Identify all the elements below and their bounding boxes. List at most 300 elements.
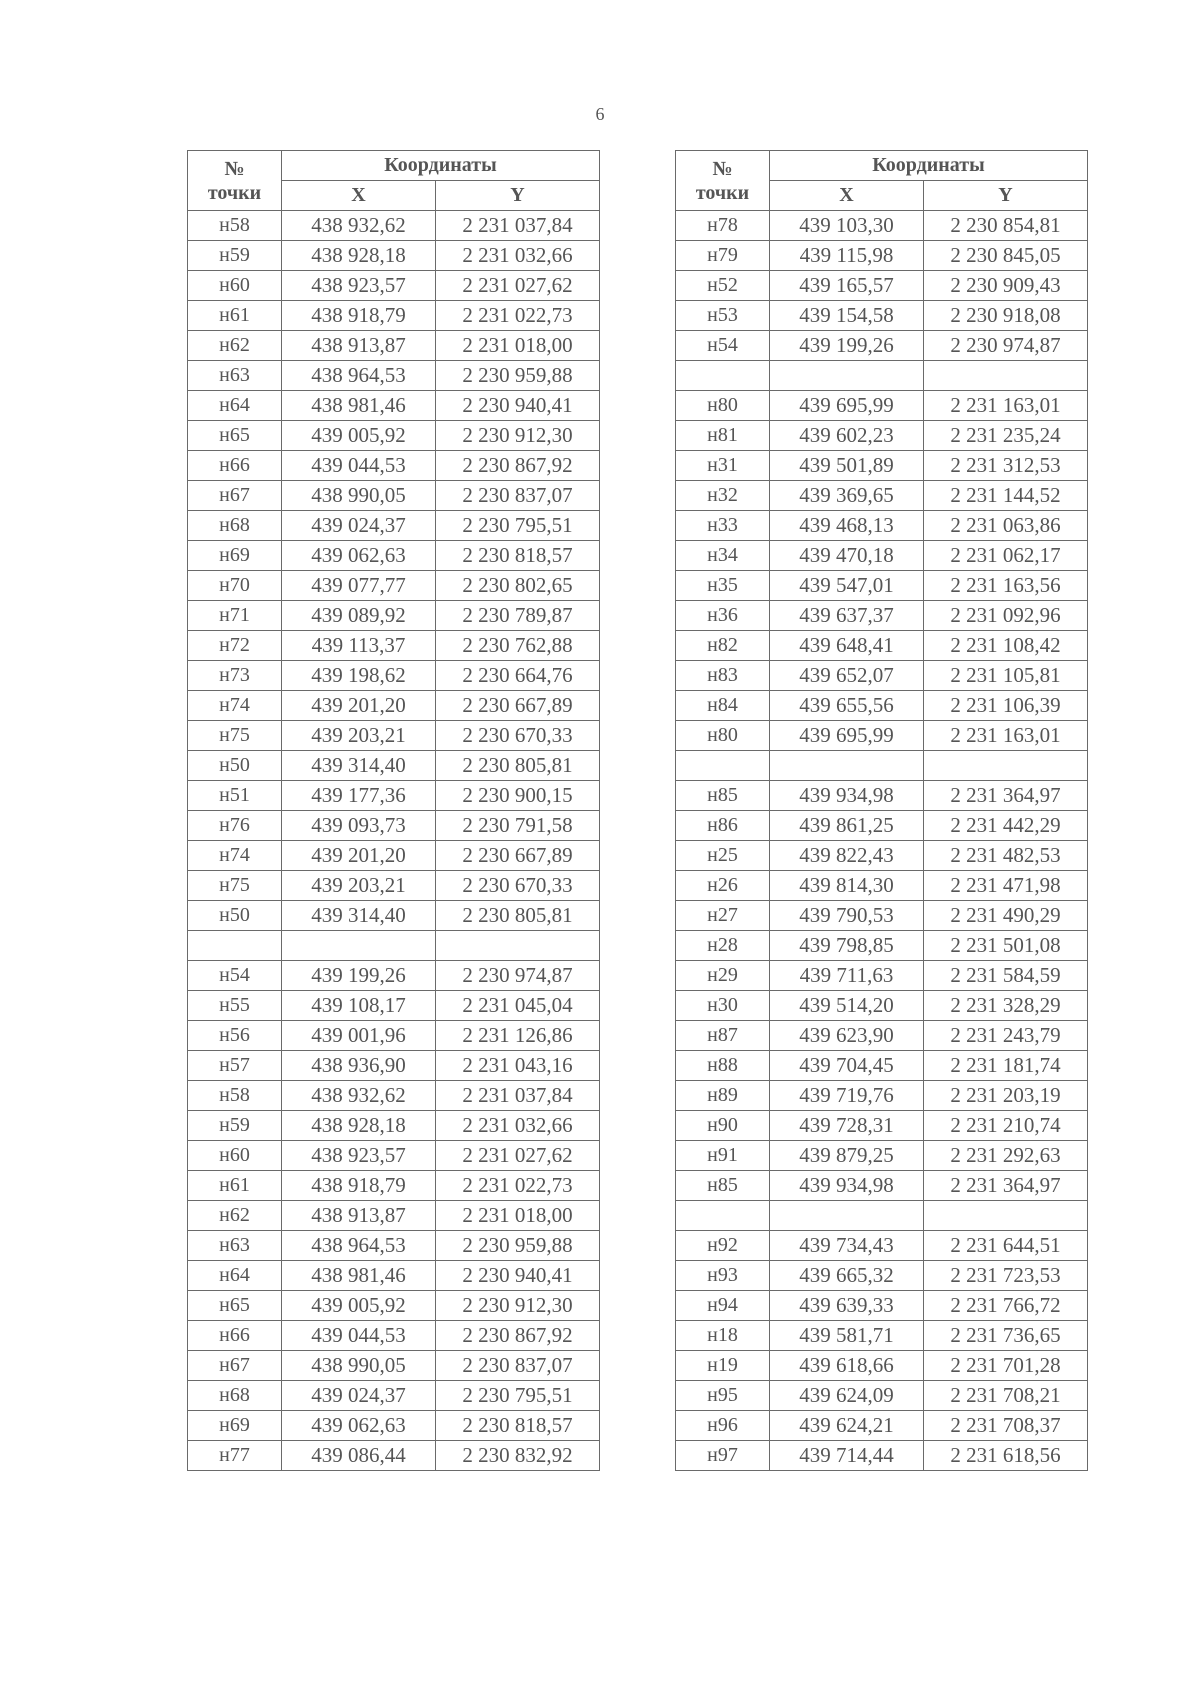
x-cell: 439 514,20 <box>770 991 924 1021</box>
coordinates-table-left <box>187 150 600 1471</box>
y-cell: 2 231 032,66 <box>436 1111 600 1141</box>
y-cell: 2 231 163,01 <box>924 391 1088 421</box>
table-row <box>676 331 1088 361</box>
point-cell: н25 <box>676 841 770 871</box>
table-row <box>676 241 1088 271</box>
table-row <box>188 661 600 691</box>
point-cell <box>676 361 770 391</box>
coordinates-header: Координаты <box>282 151 600 181</box>
point-cell: н54 <box>676 331 770 361</box>
y-cell: 2 231 105,81 <box>924 661 1088 691</box>
x-cell: 438 981,46 <box>282 391 436 421</box>
point-cell: н30 <box>676 991 770 1021</box>
x-header: X <box>770 181 924 211</box>
point-cell: н34 <box>676 541 770 571</box>
point-cell: н84 <box>676 691 770 721</box>
table-row <box>676 841 1088 871</box>
x-cell: 439 062,63 <box>282 541 436 571</box>
x-cell: 438 964,53 <box>282 1231 436 1261</box>
x-cell: 438 928,18 <box>282 241 436 271</box>
table-row <box>188 1201 600 1231</box>
y-cell <box>924 1201 1088 1231</box>
x-cell: 439 177,36 <box>282 781 436 811</box>
x-cell <box>770 751 924 781</box>
point-cell: н82 <box>676 631 770 661</box>
y-cell: 2 231 108,42 <box>924 631 1088 661</box>
table-row <box>188 631 600 661</box>
y-cell: 2 230 959,88 <box>436 1231 600 1261</box>
point-cell: н80 <box>676 391 770 421</box>
x-cell: 439 201,20 <box>282 691 436 721</box>
table-row <box>188 271 600 301</box>
x-cell: 439 077,77 <box>282 571 436 601</box>
table-row <box>676 1411 1088 1441</box>
point-number-header <box>188 151 282 211</box>
table-row <box>676 1081 1088 1111</box>
point-cell: н66 <box>188 451 282 481</box>
point-cell: н63 <box>188 361 282 391</box>
x-cell: 439 103,30 <box>770 211 924 241</box>
x-cell: 439 314,40 <box>282 901 436 931</box>
y-cell: 2 231 063,86 <box>924 511 1088 541</box>
table-row <box>188 1171 600 1201</box>
point-cell: н70 <box>188 571 282 601</box>
table-row <box>676 781 1088 811</box>
y-cell: 2 231 584,59 <box>924 961 1088 991</box>
x-cell: 439 695,99 <box>770 721 924 751</box>
table-row <box>676 631 1088 661</box>
y-cell: 2 231 144,52 <box>924 481 1088 511</box>
point-cell: н26 <box>676 871 770 901</box>
table-row <box>676 541 1088 571</box>
x-cell: 439 879,25 <box>770 1141 924 1171</box>
table-row <box>188 1081 600 1111</box>
table-row <box>188 841 600 871</box>
y-cell: 2 231 490,29 <box>924 901 1088 931</box>
x-cell: 438 918,79 <box>282 1171 436 1201</box>
y-cell: 2 231 037,84 <box>436 1081 600 1111</box>
y-cell <box>436 931 600 961</box>
y-cell: 2 230 795,51 <box>436 1381 600 1411</box>
x-cell: 439 547,01 <box>770 571 924 601</box>
table-row <box>188 1291 600 1321</box>
x-cell: 439 024,37 <box>282 511 436 541</box>
table-row <box>188 301 600 331</box>
x-cell: 439 711,63 <box>770 961 924 991</box>
point-cell: н69 <box>188 1411 282 1441</box>
y-cell: 2 231 723,53 <box>924 1261 1088 1291</box>
x-cell: 439 798,85 <box>770 931 924 961</box>
y-cell: 2 230 818,57 <box>436 1411 600 1441</box>
x-cell: 439 044,53 <box>282 1321 436 1351</box>
y-cell: 2 230 832,92 <box>436 1441 600 1471</box>
y-cell: 2 231 181,74 <box>924 1051 1088 1081</box>
x-cell: 439 154,58 <box>770 301 924 331</box>
x-cell: 439 618,66 <box>770 1351 924 1381</box>
point-cell <box>676 1201 770 1231</box>
table-row <box>676 1171 1088 1201</box>
point-cell: н59 <box>188 1111 282 1141</box>
x-cell: 439 861,25 <box>770 811 924 841</box>
table-row <box>188 691 600 721</box>
y-cell: 2 231 766,72 <box>924 1291 1088 1321</box>
y-cell: 2 230 974,87 <box>436 961 600 991</box>
point-cell: н85 <box>676 1171 770 1201</box>
x-cell: 439 108,17 <box>282 991 436 1021</box>
y-cell: 2 231 022,73 <box>436 301 600 331</box>
table-row <box>188 1321 600 1351</box>
x-cell: 439 115,98 <box>770 241 924 271</box>
x-cell <box>770 1201 924 1231</box>
y-cell: 2 230 805,81 <box>436 751 600 781</box>
y-cell: 2 231 126,86 <box>436 1021 600 1051</box>
x-cell: 439 201,20 <box>282 841 436 871</box>
point-cell <box>188 931 282 961</box>
point-cell: н53 <box>676 301 770 331</box>
y-cell: 2 231 032,66 <box>436 241 600 271</box>
point-cell: н64 <box>188 391 282 421</box>
x-cell: 439 790,53 <box>770 901 924 931</box>
table-row <box>188 241 600 271</box>
table-row <box>676 211 1088 241</box>
x-cell: 439 665,32 <box>770 1261 924 1291</box>
point-cell: н54 <box>188 961 282 991</box>
x-cell: 439 005,92 <box>282 1291 436 1321</box>
y-cell: 2 230 867,92 <box>436 451 600 481</box>
table-row <box>676 601 1088 631</box>
y-cell: 2 231 364,97 <box>924 781 1088 811</box>
x-cell: 439 005,92 <box>282 421 436 451</box>
x-cell: 439 934,98 <box>770 781 924 811</box>
table-row <box>676 451 1088 481</box>
table-row <box>676 301 1088 331</box>
table-row <box>188 811 600 841</box>
y-cell: 2 230 805,81 <box>436 901 600 931</box>
table-row <box>188 961 600 991</box>
table-row <box>188 1261 600 1291</box>
table-row <box>188 781 600 811</box>
point-cell: н74 <box>188 841 282 871</box>
y-cell: 2 231 018,00 <box>436 331 600 361</box>
x-cell: 439 704,45 <box>770 1051 924 1081</box>
table-row <box>676 1141 1088 1171</box>
point-cell: н71 <box>188 601 282 631</box>
table-row <box>676 481 1088 511</box>
point-cell: н74 <box>188 691 282 721</box>
x-cell: 439 734,43 <box>770 1231 924 1261</box>
number-sign: № <box>224 157 245 180</box>
point-cell: н50 <box>188 751 282 781</box>
point-cell: н56 <box>188 1021 282 1051</box>
x-cell: 439 814,30 <box>770 871 924 901</box>
table-row <box>188 211 600 241</box>
x-cell: 439 639,33 <box>770 1291 924 1321</box>
x-cell: 439 165,57 <box>770 271 924 301</box>
table-row <box>188 1381 600 1411</box>
y-cell: 2 230 867,92 <box>436 1321 600 1351</box>
y-cell: 2 231 292,63 <box>924 1141 1088 1171</box>
point-cell: н78 <box>676 211 770 241</box>
point-cell: н58 <box>188 211 282 241</box>
x-cell: 439 113,37 <box>282 631 436 661</box>
x-cell: 439 655,56 <box>770 691 924 721</box>
point-cell: н94 <box>676 1291 770 1321</box>
table-row <box>676 1051 1088 1081</box>
point-cell: н28 <box>676 931 770 961</box>
table-row <box>676 571 1088 601</box>
point-label: точки <box>207 181 262 204</box>
y-cell: 2 231 037,84 <box>436 211 600 241</box>
x-cell: 439 728,31 <box>770 1111 924 1141</box>
y-cell: 2 230 940,41 <box>436 391 600 421</box>
point-cell: н61 <box>188 1171 282 1201</box>
x-cell: 438 913,87 <box>282 331 436 361</box>
table-row <box>676 661 1088 691</box>
point-label: точки <box>695 181 750 204</box>
point-cell: н85 <box>676 781 770 811</box>
x-cell: 439 024,37 <box>282 1381 436 1411</box>
x-cell <box>770 361 924 391</box>
point-cell: н29 <box>676 961 770 991</box>
point-cell: н65 <box>188 421 282 451</box>
y-cell: 2 231 618,56 <box>924 1441 1088 1471</box>
point-cell: н50 <box>188 901 282 931</box>
y-cell <box>924 751 1088 781</box>
table-row <box>188 541 600 571</box>
x-cell: 439 093,73 <box>282 811 436 841</box>
table-row <box>676 901 1088 931</box>
table-row <box>676 1021 1088 1051</box>
y-cell: 2 230 959,88 <box>436 361 600 391</box>
point-cell: н36 <box>676 601 770 631</box>
y-cell: 2 231 243,79 <box>924 1021 1088 1051</box>
x-cell: 439 470,18 <box>770 541 924 571</box>
table-row <box>188 1411 600 1441</box>
x-cell: 439 199,26 <box>282 961 436 991</box>
y-cell: 2 230 909,43 <box>924 271 1088 301</box>
point-cell: н92 <box>676 1231 770 1261</box>
point-cell: н81 <box>676 421 770 451</box>
table-row <box>188 1441 600 1471</box>
point-cell: н66 <box>188 1321 282 1351</box>
x-cell: 439 001,96 <box>282 1021 436 1051</box>
point-cell: н60 <box>188 271 282 301</box>
y-cell: 2 231 203,19 <box>924 1081 1088 1111</box>
y-cell: 2 230 974,87 <box>924 331 1088 361</box>
table-row <box>676 931 1088 961</box>
table-row <box>188 421 600 451</box>
table-body <box>676 211 1088 1471</box>
y-cell: 2 231 364,97 <box>924 1171 1088 1201</box>
table-row <box>676 871 1088 901</box>
y-cell: 2 231 708,37 <box>924 1411 1088 1441</box>
y-cell: 2 230 789,87 <box>436 601 600 631</box>
y-cell: 2 231 027,62 <box>436 271 600 301</box>
point-cell: н19 <box>676 1351 770 1381</box>
point-cell: н73 <box>188 661 282 691</box>
y-cell: 2 230 802,65 <box>436 571 600 601</box>
y-cell: 2 230 795,51 <box>436 511 600 541</box>
y-cell: 2 230 912,30 <box>436 1291 600 1321</box>
y-header: Y <box>924 181 1088 211</box>
x-cell: 439 648,41 <box>770 631 924 661</box>
y-cell: 2 230 918,08 <box>924 301 1088 331</box>
table-row <box>188 1051 600 1081</box>
x-cell: 439 623,90 <box>770 1021 924 1051</box>
point-cell: н35 <box>676 571 770 601</box>
x-cell: 439 624,09 <box>770 1381 924 1411</box>
coordinates-header: Координаты <box>770 151 1088 181</box>
x-cell: 438 990,05 <box>282 1351 436 1381</box>
point-cell: н59 <box>188 241 282 271</box>
table-row <box>188 391 600 421</box>
x-cell: 439 624,21 <box>770 1411 924 1441</box>
x-cell: 438 923,57 <box>282 1141 436 1171</box>
y-cell: 2 231 022,73 <box>436 1171 600 1201</box>
point-cell: н67 <box>188 1351 282 1381</box>
x-cell: 439 198,62 <box>282 661 436 691</box>
y-cell: 2 231 328,29 <box>924 991 1088 1021</box>
point-cell: н63 <box>188 1231 282 1261</box>
table-row <box>188 1021 600 1051</box>
table-row <box>188 451 600 481</box>
table-row <box>676 1111 1088 1141</box>
x-cell: 438 964,53 <box>282 361 436 391</box>
table-body <box>188 211 600 1471</box>
point-cell <box>676 751 770 781</box>
point-cell: н62 <box>188 331 282 361</box>
table-row <box>676 721 1088 751</box>
table-row <box>676 1261 1088 1291</box>
x-cell: 438 913,87 <box>282 1201 436 1231</box>
point-cell: н79 <box>676 241 770 271</box>
table-row <box>188 601 600 631</box>
y-cell <box>924 361 1088 391</box>
x-cell: 438 981,46 <box>282 1261 436 1291</box>
point-cell: н97 <box>676 1441 770 1471</box>
y-cell: 2 230 667,89 <box>436 841 600 871</box>
point-cell: н76 <box>188 811 282 841</box>
y-cell: 2 231 045,04 <box>436 991 600 1021</box>
y-cell: 2 230 664,76 <box>436 661 600 691</box>
table-row <box>188 331 600 361</box>
table-row <box>676 1381 1088 1411</box>
x-cell: 439 314,40 <box>282 751 436 781</box>
point-cell: н67 <box>188 481 282 511</box>
table-row <box>676 961 1088 991</box>
point-cell: н88 <box>676 1051 770 1081</box>
point-cell: н32 <box>676 481 770 511</box>
point-cell: н51 <box>188 781 282 811</box>
table-row <box>188 571 600 601</box>
point-cell: н91 <box>676 1141 770 1171</box>
table-row <box>188 1111 600 1141</box>
y-cell: 2 231 312,53 <box>924 451 1088 481</box>
table-row <box>188 901 600 931</box>
x-cell: 438 928,18 <box>282 1111 436 1141</box>
point-cell: н77 <box>188 1441 282 1471</box>
y-cell: 2 230 670,33 <box>436 871 600 901</box>
x-cell: 439 719,76 <box>770 1081 924 1111</box>
y-cell: 2 230 837,07 <box>436 481 600 511</box>
point-cell: н62 <box>188 1201 282 1231</box>
table-row <box>676 1321 1088 1351</box>
x-cell: 439 044,53 <box>282 451 436 481</box>
table-row <box>188 721 600 751</box>
x-cell: 438 936,90 <box>282 1051 436 1081</box>
table-row <box>676 511 1088 541</box>
y-cell: 2 230 837,07 <box>436 1351 600 1381</box>
y-cell: 2 231 708,21 <box>924 1381 1088 1411</box>
y-cell: 2 231 442,29 <box>924 811 1088 841</box>
point-cell: н80 <box>676 721 770 751</box>
y-cell: 2 231 736,65 <box>924 1321 1088 1351</box>
table-row <box>188 511 600 541</box>
y-cell: 2 231 092,96 <box>924 601 1088 631</box>
x-cell: 438 990,05 <box>282 481 436 511</box>
y-cell: 2 230 670,33 <box>436 721 600 751</box>
table-row <box>188 1141 600 1171</box>
table-row <box>676 391 1088 421</box>
table-row <box>676 751 1088 781</box>
point-cell: н68 <box>188 1381 282 1411</box>
x-cell: 438 923,57 <box>282 271 436 301</box>
point-cell: н33 <box>676 511 770 541</box>
table-row <box>188 361 600 391</box>
x-cell: 439 637,37 <box>770 601 924 631</box>
point-cell: н69 <box>188 541 282 571</box>
y-cell: 2 231 018,00 <box>436 1201 600 1231</box>
y-cell: 2 231 501,08 <box>924 931 1088 961</box>
y-cell: 2 231 210,74 <box>924 1111 1088 1141</box>
point-cell: н65 <box>188 1291 282 1321</box>
point-number-header <box>676 151 770 211</box>
point-cell: н75 <box>188 721 282 751</box>
point-cell: н89 <box>676 1081 770 1111</box>
x-header: X <box>282 181 436 211</box>
x-cell: 439 089,92 <box>282 601 436 631</box>
y-cell: 2 231 482,53 <box>924 841 1088 871</box>
table-row <box>676 361 1088 391</box>
table-row <box>188 751 600 781</box>
y-cell: 2 231 471,98 <box>924 871 1088 901</box>
y-cell: 2 230 667,89 <box>436 691 600 721</box>
point-cell: н58 <box>188 1081 282 1111</box>
y-cell: 2 230 940,41 <box>436 1261 600 1291</box>
table-row <box>188 871 600 901</box>
x-cell: 439 203,21 <box>282 721 436 751</box>
point-cell: н61 <box>188 301 282 331</box>
y-cell: 2 231 062,17 <box>924 541 1088 571</box>
point-cell: н87 <box>676 1021 770 1051</box>
y-cell: 2 231 043,16 <box>436 1051 600 1081</box>
y-cell: 2 230 791,58 <box>436 811 600 841</box>
coordinates-table-right <box>675 150 1088 1471</box>
table-row <box>188 1231 600 1261</box>
point-cell: н95 <box>676 1381 770 1411</box>
x-cell: 439 714,44 <box>770 1441 924 1471</box>
x-cell: 439 468,13 <box>770 511 924 541</box>
x-cell: 438 932,62 <box>282 211 436 241</box>
table-row <box>676 421 1088 451</box>
number-sign: № <box>712 157 733 180</box>
x-cell: 439 369,65 <box>770 481 924 511</box>
x-cell: 439 934,98 <box>770 1171 924 1201</box>
x-cell: 439 652,07 <box>770 661 924 691</box>
point-cell: н68 <box>188 511 282 541</box>
table-row <box>676 691 1088 721</box>
point-cell: н93 <box>676 1261 770 1291</box>
